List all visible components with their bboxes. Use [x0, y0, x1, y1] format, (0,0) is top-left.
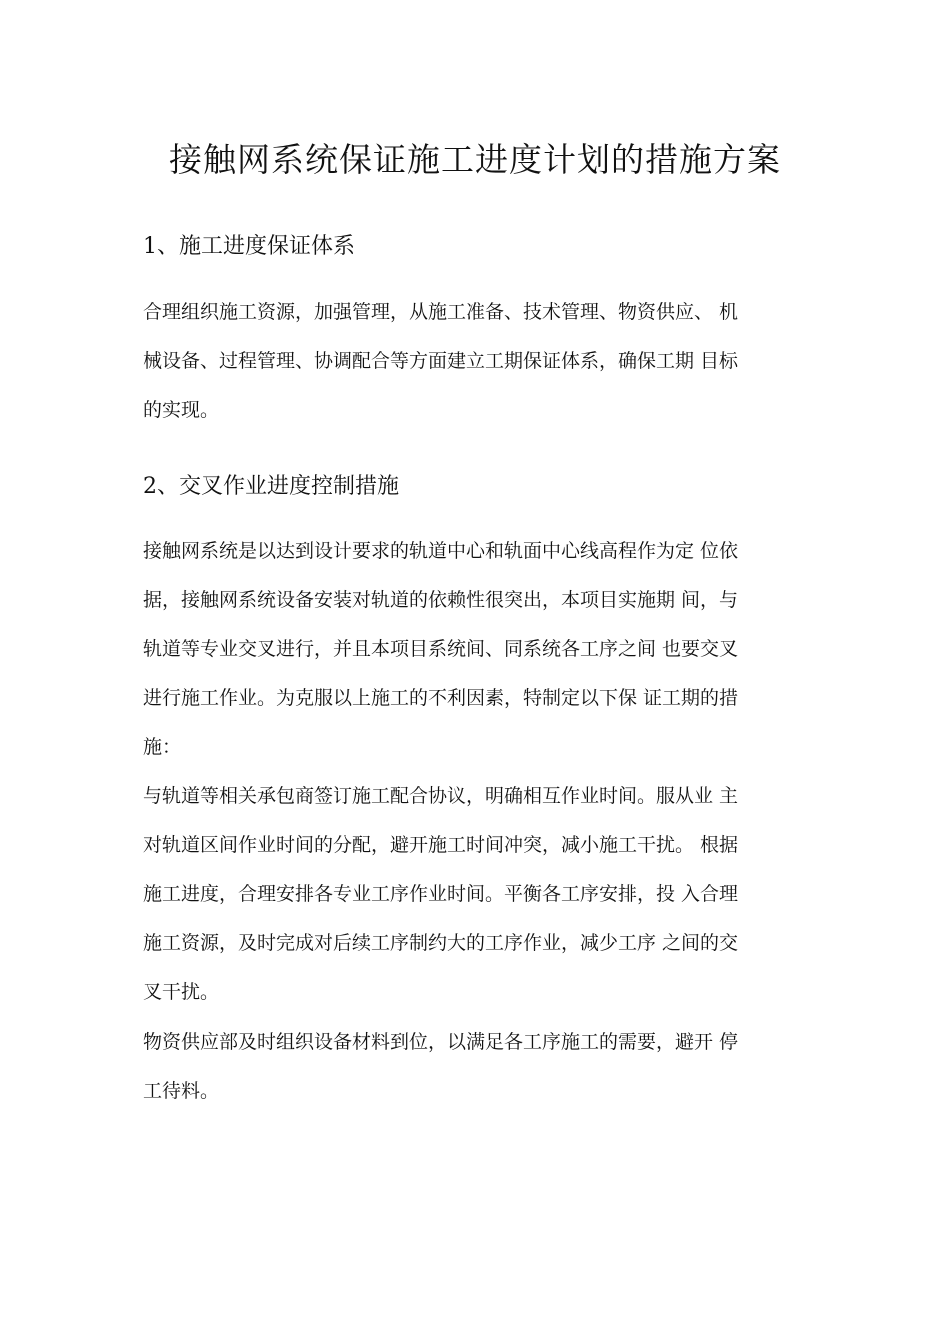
paragraph-line: 接触网系统是以达到设计要求的轨道中心和轨面中心线高程作为定 位依	[143, 540, 739, 562]
section-heading-progress-guarantee: 1、施工进度保证体系	[143, 234, 355, 259]
paragraph-line: 与轨道等相关承包商签订施工配合协议，明确相互作业时间。服从业 主	[143, 785, 739, 807]
paragraph-material-supply	[143, 1018, 817, 1116]
paragraph-coordination-measures	[143, 772, 817, 1017]
paragraph-line: 据，接触网系统设备安装对轨道的依赖性很突出，本项目实施期 间，与	[143, 589, 739, 611]
document-title: 接触网系统保证施工进度计划的措施方案	[169, 140, 781, 179]
paragraph-line: 施：	[143, 736, 182, 758]
paragraph-line: 施工资源，及时完成对后续工序制约大的工序作业，减少工序 之间的交	[143, 932, 739, 954]
paragraph-progress-guarantee	[143, 288, 817, 435]
paragraph-line: 物资供应部及时组织设备材料到位，以满足各工序施工的需要，避开 停	[143, 1031, 739, 1053]
paragraph-line: 对轨道区间作业时间的分配，避开施工时间冲突，减小施工干扰。 根据	[143, 834, 739, 856]
paragraph-line: 械设备、过程管理、协调配合等方面建立工期保证体系，确保工期 目标	[143, 350, 739, 372]
paragraph-line: 工待料。	[143, 1080, 220, 1102]
paragraph-line: 轨道等专业交叉进行，并且本项目系统间、同系统各工序之间 也要交叉	[143, 638, 739, 660]
paragraph-line: 叉干扰。	[143, 981, 220, 1003]
section-heading-cross-work-control: 2、交叉作业进度控制措施	[143, 474, 399, 499]
paragraph-line: 进行施工作业。为克服以上施工的不利因素，特制定以下保 证工期的措	[143, 687, 739, 709]
paragraph-line: 的实现。	[143, 399, 220, 421]
paragraph-line: 合理组织施工资源，加强管理，从施工准备、技术管理、物资供应、 机	[143, 301, 739, 323]
paragraph-cross-work-intro	[143, 527, 817, 772]
paragraph-line: 施工进度，合理安排各专业工序作业时间。平衡各工序安排，投 入合理	[143, 883, 739, 905]
